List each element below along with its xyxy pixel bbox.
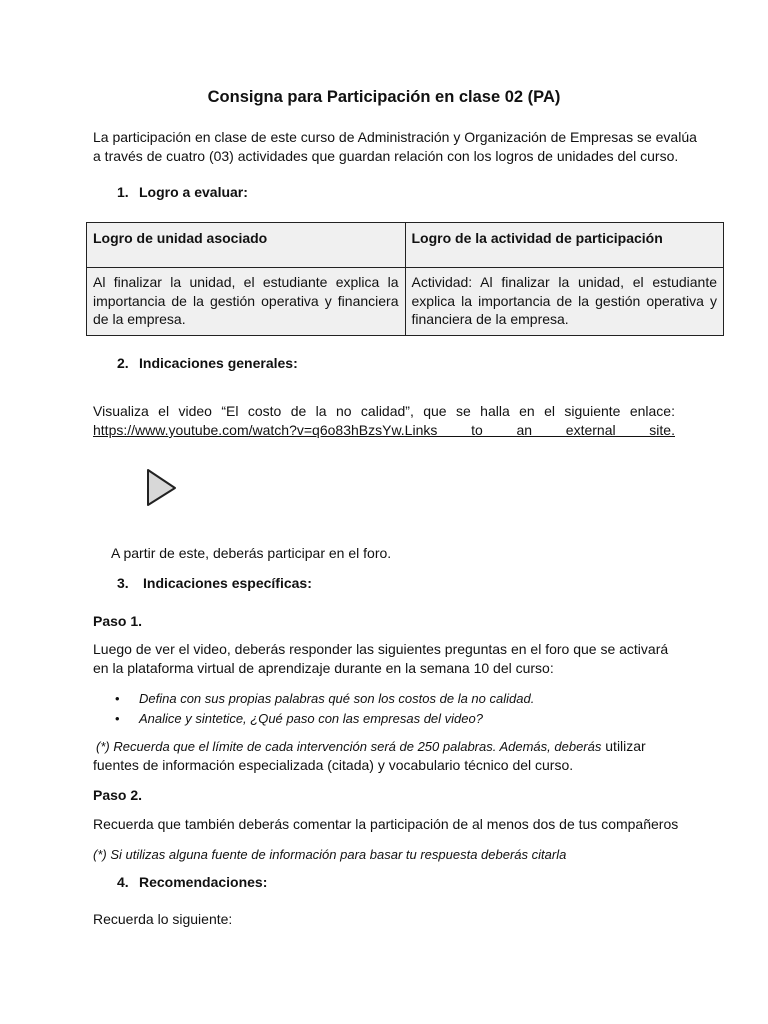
question-text: Defina con sus propias palabras qué son los costos de la no calidad. — [139, 691, 535, 706]
intro-line-2: a través de cuatro (03) actividades que guardan relación con los logros de unidades del curso. — [93, 148, 679, 164]
citation-note: (*) Si utilizas alguna fuente de información para basar tu respuesta deberás citarla — [93, 847, 567, 862]
table-header-cell: Logro de la actividad de participación — [405, 223, 724, 268]
question-text: Analice y sintetice, ¿Qué paso con las empresas del video? — [139, 710, 483, 726]
table-header-cell: Logro de unidad asociado — [87, 223, 406, 268]
section-title: Recomendaciones: — [139, 874, 268, 890]
paso-1-line-2: en la plataforma virtual de aprendizaje durante en la semana 10 del curso: — [93, 660, 554, 676]
paso-2-line-1: Recuerda que también deberás comentar la participación de al menos dos de tus compañeros — [93, 816, 679, 832]
section-heading-logro — [117, 184, 248, 200]
intro-line-1: La participación en clase de este curso de Administración y Organización de Empresas se evalúa — [93, 129, 697, 145]
table-row — [87, 268, 724, 336]
list-item — [112, 709, 534, 729]
video-link[interactable]: https://www.youtube.com/watch?v=q6o83hBzsYw.Links to an external site. — [93, 422, 675, 438]
word-limit-note-line-2: fuentes de información especializada (citada) y vocabulario técnico del curso. — [93, 757, 574, 773]
section-title: Indicaciones generales: — [139, 355, 298, 371]
bullet-icon: • — [115, 710, 120, 726]
paso-2-title: Paso 2. — [93, 787, 143, 803]
questions-list — [112, 689, 534, 728]
paso-1-line-1: Luego de ver el video, deberás responder las siguientes preguntas en el foro que se activará — [93, 641, 669, 657]
word-limit-note — [96, 737, 646, 756]
table-cell: Al finalizar la unidad, el estudiante explica la importancia de la gestión operativa y financiera de la empresa. — [87, 268, 406, 336]
section-title: Indicaciones específicas: — [143, 575, 312, 591]
document-title: Consigna para Participación en clase 02 (PA) — [207, 88, 561, 106]
table-cell: Actividad: Al finalizar la unidad, el estudiante explica la importancia de la gestión operativa y financiera de la empresa. — [405, 268, 724, 336]
logros-table — [86, 222, 724, 336]
section-number: 1. — [117, 184, 129, 200]
paso-1-title: Paso 1. — [93, 613, 143, 629]
section-number: 2. — [117, 355, 129, 371]
table-header-row — [87, 223, 724, 268]
section-title: Logro a evaluar: — [139, 184, 248, 200]
list-item — [112, 689, 534, 709]
video-instruction: Visualiza el video “El costo de la no calidad”, que se halla en el siguiente enlace: — [93, 403, 675, 419]
play-icon[interactable] — [146, 468, 178, 508]
section-heading-indicaciones-generales — [117, 355, 298, 371]
bullet-icon: • — [115, 691, 120, 706]
section-heading-recomendaciones — [117, 874, 267, 890]
section-number: 3. — [117, 575, 129, 591]
section-number: 4. — [117, 874, 129, 890]
recuerda-text: Recuerda lo siguiente: — [93, 911, 233, 927]
word-limit-note-italic: (*) Recuerda que el límite de cada intervención será de 250 palabras. Además, deberás — [96, 739, 602, 754]
word-limit-note-normal: utilizar — [601, 738, 646, 754]
section-heading-indicaciones-especificas — [117, 575, 312, 591]
forum-instruction: A partir de este, deberás participar en el foro. — [111, 545, 392, 561]
